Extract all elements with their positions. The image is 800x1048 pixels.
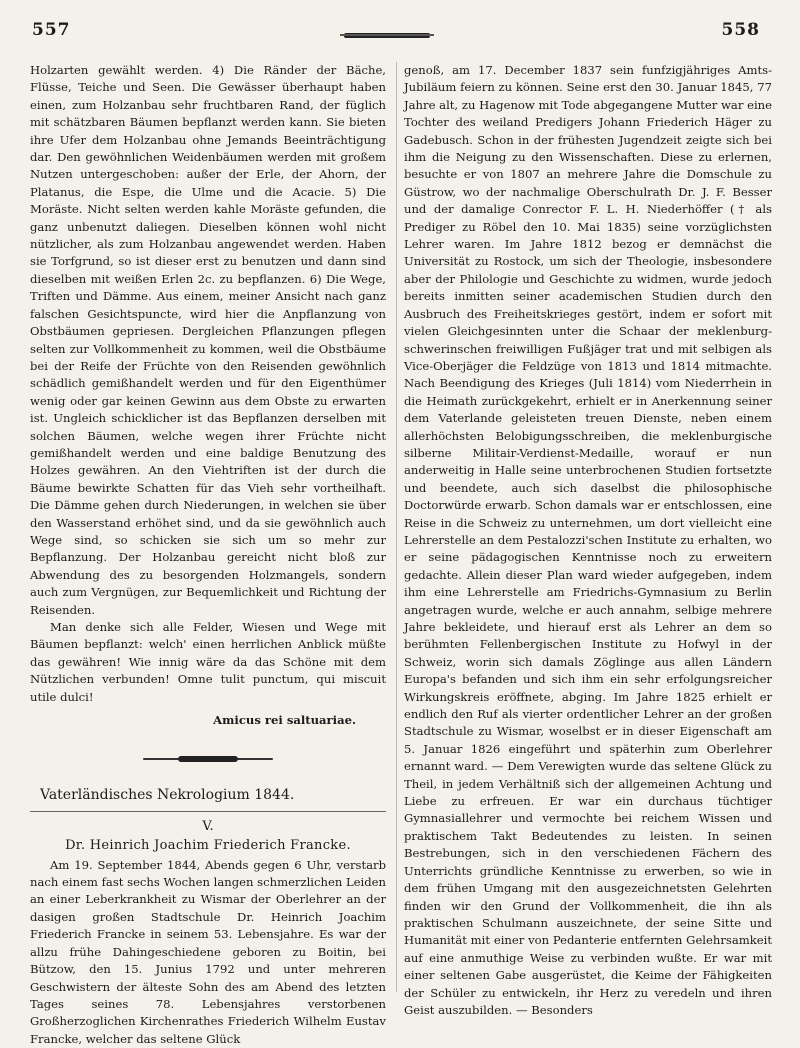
page-number-left: 557 xyxy=(32,20,71,40)
paragraph: genoß, am 17. December 1837 sein funfzigjähriges Amts-Jubiläum feiern zu können. Seine erst den 30. Januar 1845, 77 Jahre alt, zu Hagenow mit Tode abgegangene Mutter war eine Tochter des weiland Predigers Johann Friederich Häger zu Gadebusch. Schon in der frühesten Jugendzeit zeigte sich bei ihm die Neigung zu den Wissenschaften. Diese zu erlernen, besuchte er von 1807 an mehrere Jahre die Domschule zu Güstrow, wo der nachmalige Oberschulrath Dr. J. F. Besser und der damalige Conrector F. L. H. Niederhöffer († als Prediger zu Röbel den 10. Mai 1835) seine vorzüglichsten Lehrer waren. Im Jahre 1812 bezog er demnächst die Universität zu Rostock, um sich der Theologie, insbesondere aber der Philologie und Geschichte zu widmen, wurde jedoch bereits inmitten seiner academischen Studien durch den Ausbruch des Freiheitskrieges gestört, indem er sofort mit vielen Gleichgesinnten unter die Schaar der meklenburg-schwerinschen freiwilligen Fußjäger trat und mit selbigen als Vice-Oberjäger die Feldzüge von 1813 und 1814 mitmachte. Nach Beendigung des Krieges (Juli 1814) vom Niederrhein in die Heimath zurückgekehrt, erhielt er in Anerkennung seiner dem Vaterlande geleisteten treuen Dienste, neben einem allerhöchsten Belobigungsschreiben, die meklenburgische silberne Militair-Verdienst-Medaille, worauf er nun anderweitig in Halle seine unterbrochenen Studien fortsetzte und beendete, auch sich daselbst die philosophische Doctorwürde erwarb. Schon damals war er entschlossen, eine Reise in die Schweiz zu unternehmen, um dort vielleicht eine Lehrerstelle an dem Pestalozzi'schen Institute zu erhalten, wo er seine pädagogischen Kenntnisse noch zu erweitern gedachte. Allein dieser Plan ward wieder aufgegeben, indem ihm eine Lehrerstelle am Friedrichs-Gymnasium zu Berlin angetragen wurde, welche er auch annahm, selbige mehrere Jahre bekleidete, und hierauf erst als Lehrer an dem so berühmten Fellenbergischen Institute zu Hofwyl in der Schweiz, worin sich damals Zöglinge aus allen Ländern Europa's befanden und sich ihm ein sehr erfolgungsreicher Wirkungskreis eröffnete, abging. Im Jahre 1825 erhielt er endlich den Ruf als vierter ordentlicher Lehrer an der großen Stadtschule zu Wismar, woselbst er in dieser Eigenschaft am 5. Januar 1826 eingeführt und späterhin zum Oberlehrer ernannt ward. — Dem Verewigten wurde das seltene Glück zu Theil, in jedem Verhältniß sich der allgemeinen Achtung und Liebe zu erfreuen. Er war ein durchaus tüchtiger Gymnasiallehrer und vermochte bei reichem Wissen und praktischem Takt Bedeutendes zu leisten. In seinen Bestrebungen, sich in den verschiedenen Fächern des Unterrichts gründliche Kenntnisse zu erwerben, so wie in dem frühen Umgang mit den ausgezeichnetsten Gelehrten finden wir den Grund der Vollkommenheit, die ihn als praktischen Schulmann auszeichnete, der seine Sitte und Humanität mit einer von Pedanterie entfernten Gelehrsamkeit auf eine anmuthige Weise zu verbinden wußte. Er war mit einer seltenen Gabe ausgerüstet, die Keime der Fähigkeiten der Schüler zu entwickeln, ihr Herz zu veredeln und ihren Geist auszubilden. — Besonders xyxy=(404,63,772,1017)
entry-person-name: Dr. Heinrich Joachim Friederich Francke. xyxy=(65,838,351,854)
right-column xyxy=(404,62,772,1019)
left-column xyxy=(30,62,386,1048)
entry-number: V. xyxy=(202,818,214,834)
section-title: Vaterländisches Nekrologium 1844. xyxy=(40,787,295,804)
paragraph: Am 19. September 1844, Abends gegen 6 Uhr, verstarb nach einem fast sechs Wochen langen schmerzlichen Leiden an einer Leberkrankheit zu Wismar der Oberlehrer an der dasigen großen Stadtschule Dr. Heinrich Joachim Friederich Francke in seinem 53. Lebensjahre. Es war der allzu frühe Dahingeschiedene geboren zu Boitin, bei Bützow, den 15. Junius 1792 und unter mehreren Geschwistern der älteste Sohn des am Abend des letzten Tages seines 78. Lebensjahres verstorbenen Großherzoglichen Kirchenrathes Friederich Wilhelm Eustav Francke, welcher das seltene Glück xyxy=(30,857,386,1046)
title-rule xyxy=(30,811,386,812)
paragraph: Man denke sich alle Felder, Wiesen und Wege mit Bäumen bepflanzt: welch' einen herrlichen Anblick müßte das gewähren! Wie innig wäre da das Schöne mit dem Nützlichen verbunden! Omne tulit punctum, qui miscuit utile dulci! xyxy=(30,620,386,704)
section-ornament xyxy=(143,755,273,763)
column-divider xyxy=(396,62,397,992)
header-ornament xyxy=(344,33,430,38)
page-header xyxy=(0,8,800,48)
paragraph: Holzarten gewählt werden. 4) Die Ränder der Bäche, Flüsse, Teiche und Seen. Die Gewässer überhaupt haben einen, zum Holzanbau sehr fruchtbaren Rand, der füglich mit schätzbaren Bäumen bepflanzt werden kann. Sie bieten ihre Ufer dem Holzanbau ohne Jemands Beeinträchtigung dar. Den gewöhnlichen Weidenbäumen werden mit großem Nutzen untergeschoben: außer der Erle, der Ahorn, der Platanus, die Espe, die Ulme und die Acacie. 5) Die Moräste. Nicht selten werden kahle Moräste gefunden, die ganz unbenutzt daliegen. Dieselben können wohl nicht nützlicher, als zum Holzanbau angewendet werden. Haben sie Torfgrund, so ist dieser erst zu benutzen und dann sind dieselben mit weißen Erlen 2c. zu bepflanzen. 6) Die Wege, Triften und Dämme. Aus einem, meiner Ansicht nach ganz falschen Gesichtspuncte, wird hier die Anpflanzung von Obstbäumen gepriesen. Dergleichen Pflanzungen pflegen selten zur Vollkommenheit zu kommen, weil die Obstbäume bei der Reife der Früchte von den Reisenden gewöhnlich schädlich gemißhandelt werden und für den Eigenthümer wenig oder gar keinen Gewinn aus dem Obste zu erwarten ist. Ungleich schicklicher ist das Bepflanzen derselben mit solchen Bäumen, welche wegen ihrer Früchte nicht gemißhandelt werden und eine baldige Benutzung des Holzes gewähren. An den Viehtriften ist der durch die Bäume bewirkte Schatten für das Vieh sehr vortheilhaft. Die Dämme gehen durch Niederungen, in welchen sie über den Wasserstand erhöhet sind, und da sie gewöhnlich auch Wege sind, so schicken sie sich um so mehr zur Bepflanzung. Der Holzanbau gereicht nicht bloß zur Abwendung des zu besorgenden Holzmangels, sondern auch zum Vergnügen, zur Bequemlichkeit und Richtung der Reisenden. xyxy=(30,63,386,617)
page-number-right: 558 xyxy=(721,20,760,40)
signature: Amicus rei saltuariae. xyxy=(213,713,356,728)
